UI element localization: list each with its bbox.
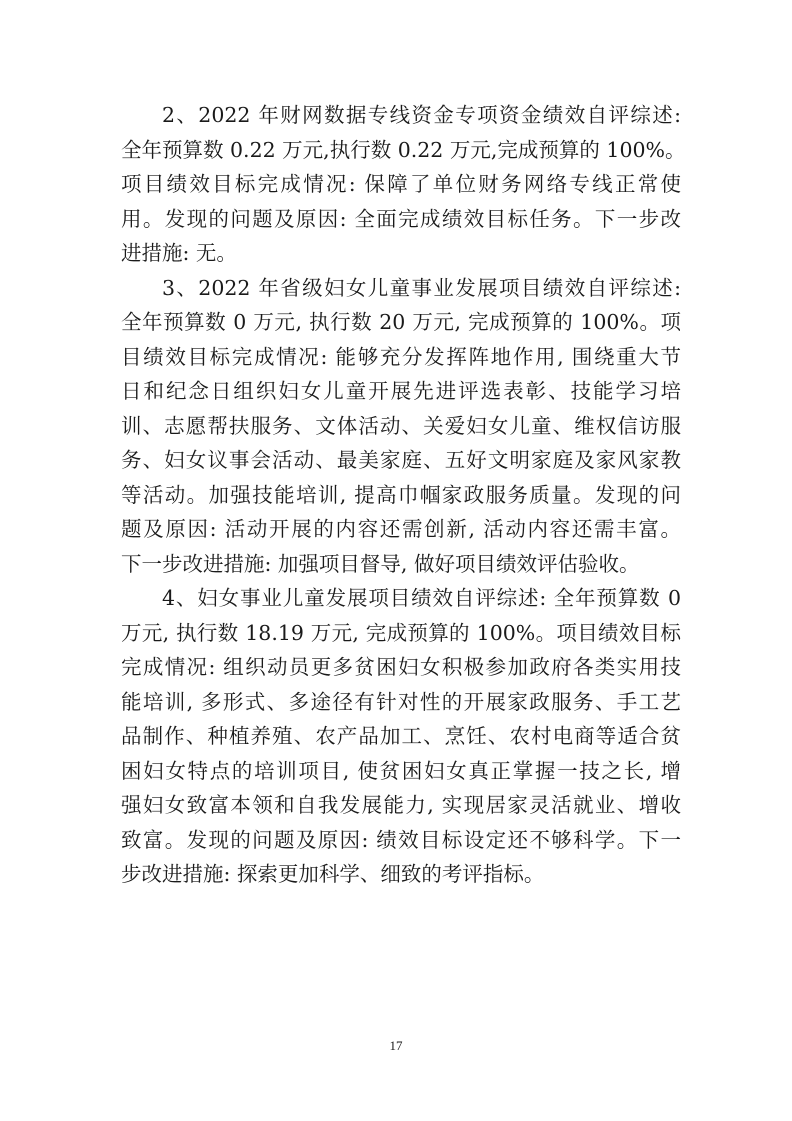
- text-line: 能培训, 多形式、多途径有针对性的开展家政服务、手工艺: [121, 689, 681, 714]
- text-line: 全年预算数 0.22 万元,执行数 0.22 万元,完成预算的 100%。: [121, 137, 686, 162]
- text-line: 务、妇女议事会活动、最美家庭、五好文明家庭及家风家教: [121, 448, 681, 472]
- text-line: 强妇女致富本领和自我发展能力, 实现居家灵活就业、增收: [121, 793, 681, 817]
- text-line: 完成情况: 组织动员更多贫困妇女积极参加政府各类实用技: [121, 655, 681, 679]
- text-line: 日和纪念日组织妇女儿童开展先进评选表彰、技能学习培: [121, 379, 681, 403]
- text-line: 万元, 执行数 18.19 万元, 完成预算的 100%。项目绩效目标: [121, 620, 681, 645]
- page-number: 17: [389, 1038, 403, 1053]
- text-line: 2、2022 年财网数据专线资金专项资金绩效自评综述:: [162, 103, 681, 127]
- text-line: 目绩效目标完成情况: 能够充分发挥阵地作用, 围绕重大节: [121, 344, 681, 369]
- text-line: 全年预算数 0 万元, 执行数 20 万元, 完成预算的 100%。项: [121, 310, 681, 334]
- text-line: 等活动。加强技能培训, 提高巾帼家政服务质量。发现的问: [121, 482, 681, 507]
- text-line: 3、2022 年省级妇女儿童事业发展项目绩效自评综述:: [162, 275, 681, 300]
- text-line: 训、志愿帮扶服务、文体活动、关爱妇女儿童、维权信访服: [121, 413, 681, 438]
- text-line: 下一步改进措施: 加强项目督导, 做好项目绩效评估验收。: [121, 551, 640, 576]
- text-line: 项目绩效目标完成情况: 保障了单位财务网络专线正常使: [121, 172, 681, 196]
- text-line: 进措施: 无。: [121, 241, 237, 265]
- text-line: 步改进措施: 探索更加科学、细致的考评指标。: [121, 862, 545, 886]
- body-text: [121, 98, 686, 892]
- text-line: 品制作、种植养殖、农产品加工、烹饪、农村电商等适合贫: [121, 724, 681, 748]
- text-line: 致富。发现的问题及原因: 绩效目标设定还不够科学。下一: [121, 827, 681, 852]
- text-line: 题及原因: 活动开展的内容还需创新, 活动内容还需丰富。: [121, 517, 681, 541]
- text-line: 4、妇女事业儿童发展项目绩效自评综述: 全年预算数 0: [162, 586, 681, 610]
- text-line: 用。发现的问题及原因: 全面完成绩效目标任务。下一步改: [121, 206, 681, 231]
- text-line: 困妇女特点的培训项目, 使贫困妇女真正掌握一技之长, 增: [121, 758, 681, 783]
